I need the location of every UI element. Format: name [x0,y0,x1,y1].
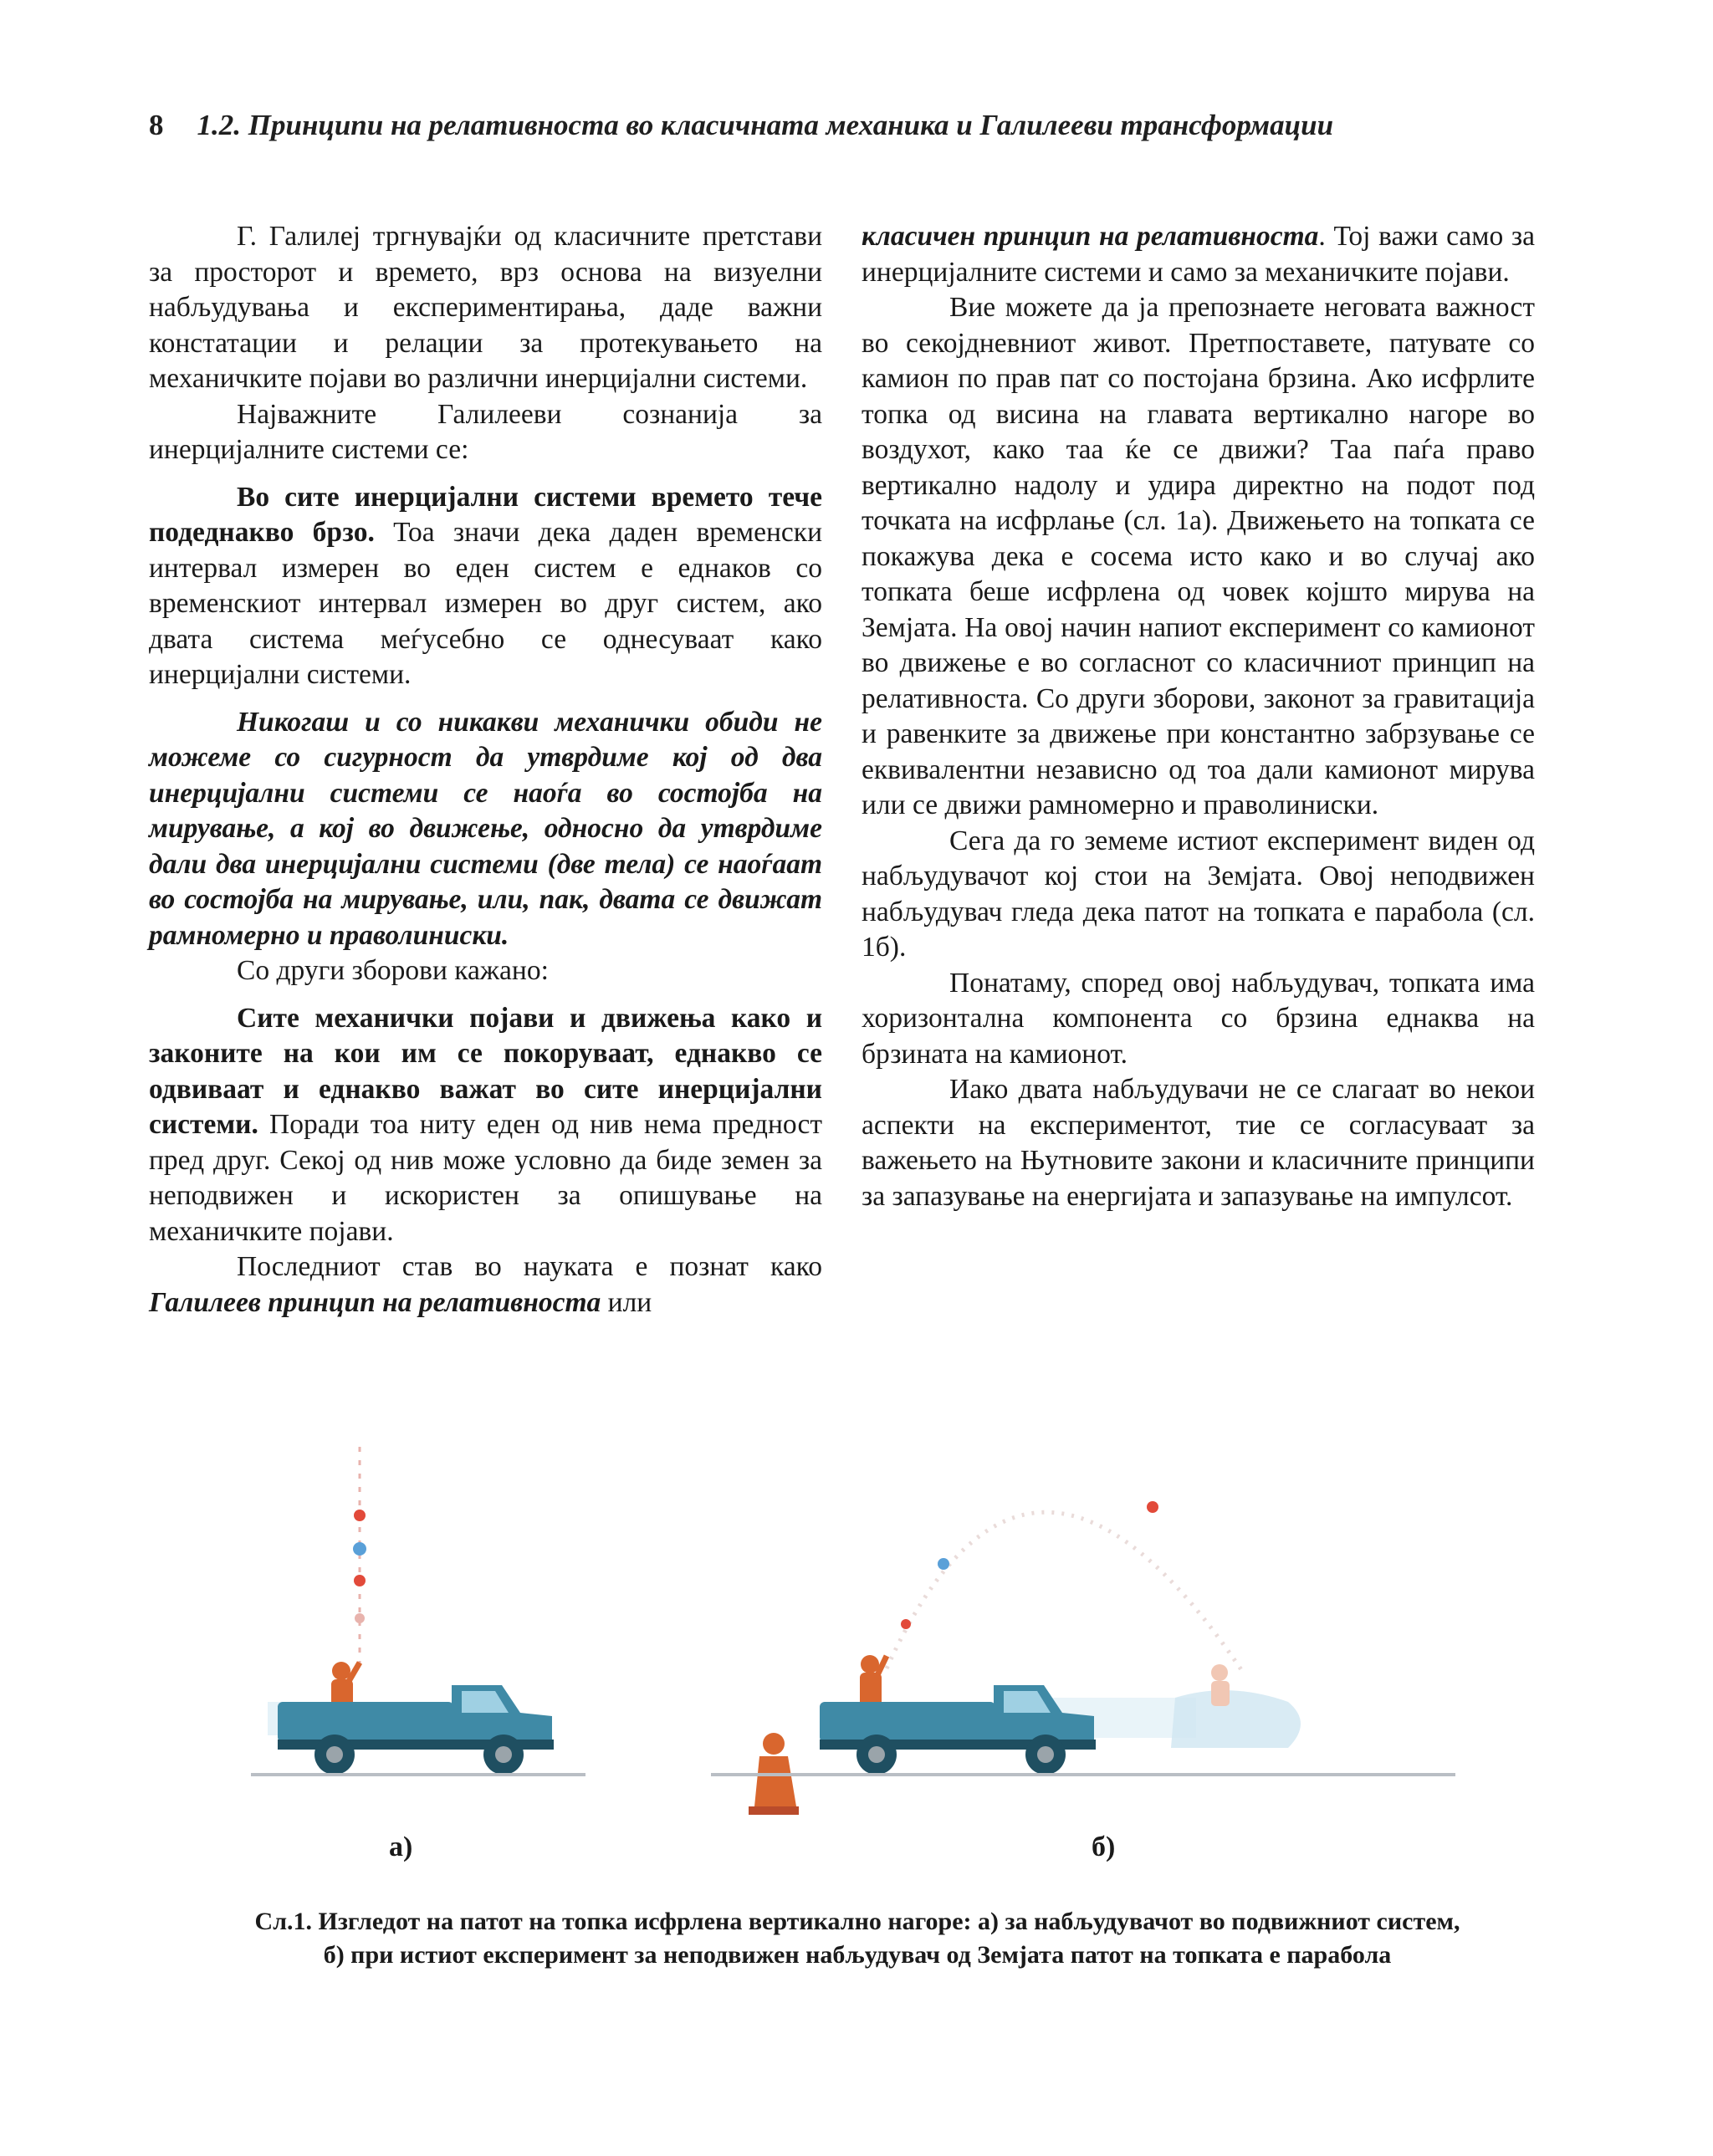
paragraph [149,1001,822,1250]
paragraph-text: Поради тоа ниту еден од нив нема предност пред друг. Секој од нив може условно да биде земен за неподвижен и искористен за опишување на механичките појави. [149,1109,822,1247]
paragraph: Со други зборови кажано: [237,955,549,986]
caption-line-2: б) при истиот експеримент за неподвижен набљудувач од Земјата патот на топката е парабола [323,1941,1392,1969]
paragraph: Најважните Галилееви сознанија за инерцијалните системи се: [149,398,822,465]
bold-statement: Во сите инерцијални системи времето тече подеднакво брзо. [149,481,822,548]
paragraph: Вие можете да ја препознаете неговата важност во секојдневниот живот. Претпоставете, патувате со камион по прав пат со постојана брзина. Ако исфрлите топка од висина на главата вертикално нагоре во воздухот, како таа ќе се движи? Таа паѓа право вертикално надолу и удира директно на подот под точката на исфрлање (сл. 1а). Движењето на топката се покажува дека е сосема исто како и во случај ако топката беше исфрлена од човек којшто мирува на Земјата. На овој начин напиот експеримент со камионот во движење е во согласнот со класичниот принцип на релативноста. Со други зборови, законот за гравитација и равенките за движење при константно забрзување се еквивалентни независно од тоа дали камионот мирува или се движи рамномерно и праволиниски. [862,292,1535,820]
paragraph: Понатаму, според овој набљудувач, топката има хоризонтална компонента со брзина еднаква на брзината на камионот. [862,967,1535,1070]
paragraph-text: . Тој важи само за инерцијалните системи и само за механичките појави. [862,221,1535,288]
paragraph [862,219,1535,290]
term-galilean-principle: Галилеев принцип на релативноста [149,1286,601,1318]
paragraph: Г. Галилеј тргнувајќи од класичните претстави за просторот и времето, врз основа на визуелни набљудувања и експериментирања, даде важни констатации и релации за протекувањето на механичките појави во различни инерцијални системи. [149,221,822,394]
bold-statement: Сите механички појави и движења како и законите на кои им се покоруваат, еднакво се одвиваат и еднакво важат во сите инерцијални системи. [149,1002,822,1140]
paragraph-text: Последниот став во науката е познат како [237,1251,822,1282]
paragraph [149,480,822,693]
right-column [862,219,1535,1214]
panel-b-illustration [711,1501,1455,1815]
figure-illustration [201,1447,1506,1815]
running-title: 1.2. Принципи на релативноста во класичната механика и Галилееви трансформации [197,109,1334,141]
paragraph-text: или [601,1286,652,1318]
panel-a-illustration [251,1447,585,1775]
left-column [149,219,822,1321]
figure-label-b: б) [1092,1832,1116,1862]
paragraph: Иако двата набљудувачи не се слагаат во некои аспекти на експериментот, тие се согласуваат за важењето на Њутновите закони и класичните принципи за запазување на енергијата и запазување на импулсот. [862,1074,1535,1212]
paragraph-text: Тоа значи дека даден временски интервал измерен во еден систем е еднаков со временскиот интервал измерен во друг систем, ако двата система меѓусебно се однесуваат како инерцијални системи. [149,517,822,690]
figure-caption [159,1905,1556,1972]
term-classical-principle: класичен принцип на релативноста [862,221,1319,252]
figure-label-a: а) [389,1832,413,1862]
running-header [149,109,1571,151]
caption-line-1: Сл.1. Изгледот на патот на топка исфрлена вертикално нагоре: а) за набљудувачот во подвижниот систем, [254,1908,1460,1935]
figure-1 [201,1447,1506,1865]
italic-statement: Никогаш и со никакви механички обиди не можеме со сигурност да утврдиме кој од два инерцијални системи се наоѓа во состојба на мирување, а кој во движење, односно да утврдиме дали два инерцијални системи (две тела) се наоѓаат во состојба на мирување, или, пак, двата се движат рамномерно и праволиниски. [149,706,822,951]
paragraph [149,1249,822,1321]
page-number: 8 [149,109,164,141]
paragraph: Сега да го земеме истиот експеримент виден од набљудувачот кој стои на Земјата. Овој неподвижен набљудувач гледа дека патот на топката е парабола (сл. 1б). [862,825,1535,963]
